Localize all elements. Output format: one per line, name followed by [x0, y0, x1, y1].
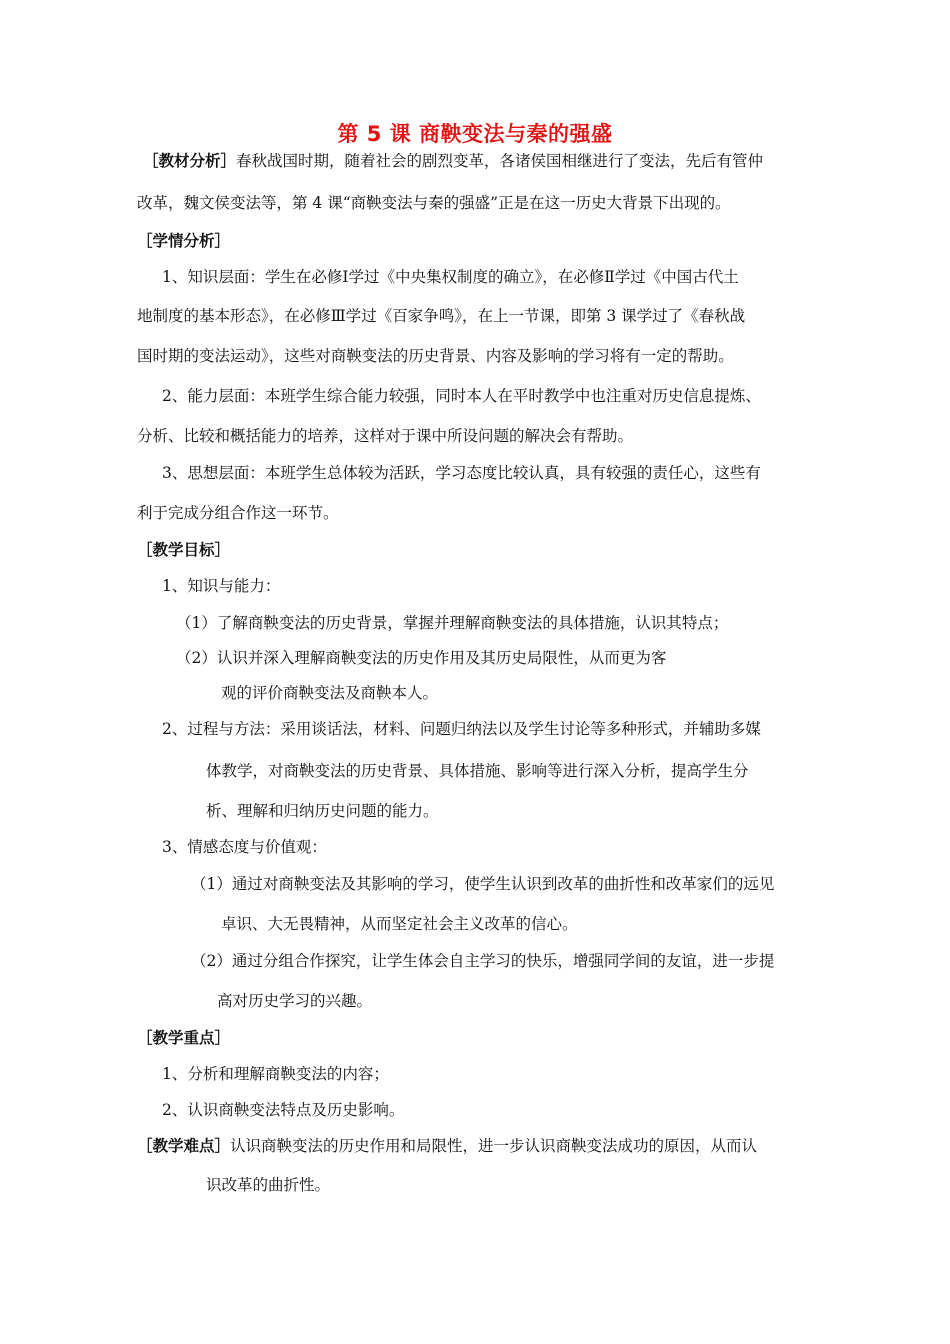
objective-knowledge-heading: 1、知识与能力：	[162, 577, 281, 595]
objectives-heading: ［教学目标］	[137, 540, 231, 559]
difficulties-heading: ［教学难点］	[137, 1136, 231, 1155]
objective-emotion-heading: 3、情感态度与价值观：	[162, 838, 327, 856]
objective-emotion-item-1-line-1: （1）通过对商鞅变法及其影响的学习，使学生认识到改革的曲折性和改革家们的远见	[191, 875, 775, 893]
difficulties-line-2: 识改革的曲折性。	[206, 1176, 331, 1194]
objective-knowledge-item-2-line-2: 观的评价商鞅变法及商鞅本人。	[221, 684, 439, 702]
objective-knowledge-item-1: （1）了解商鞅变法的历史背景，掌握并理解商鞅变法的具体措施，认识其特点；	[176, 614, 729, 632]
material-analysis-line-1	[143, 150, 763, 172]
objective-method-line-2: 体教学，对商鞅变法的历史背景、具体措施、影响等进行深入分析，提高学生分	[206, 762, 749, 780]
difficulties-text-1: 认识商鞅变法的历史作用和局限性，进一步认识商鞅变法成功的原因，从而认	[230, 1137, 758, 1155]
student-analysis-p1-line-2: 地制度的基本形态》，在必修Ⅲ学过《百家争鸣》，在上一节课，即第 3 课学过了《春秋战	[137, 307, 746, 325]
material-analysis-line-2: 改革，魏文侯变法等，第 4 课“商鞅变法与秦的强盛”正是在这一历史大背景下出现的。	[137, 194, 731, 212]
objective-knowledge-item-2-line-1: （2）认识并深入理解商鞅变法的历史作用及其历史局限性，从而更为客	[176, 649, 667, 667]
material-analysis-text-1: 春秋战国时期，随着社会的剧烈变革，各诸侯国相继进行了变法，先后有管仲	[236, 152, 764, 170]
student-analysis-p2-line-1: 2、能力层面：本班学生综合能力较强，同时本人在平时教学中也注重对历史信息提炼、	[162, 387, 761, 405]
lesson-title: 第 5 课 商鞅变法与秦的强盛	[337, 122, 613, 146]
material-analysis-heading: ［教材分析］	[143, 151, 237, 170]
objective-emotion-item-2-line-2: 高对历史学习的兴趣。	[217, 992, 373, 1010]
student-analysis-p3-line-1: 3、思想层面：本班学生总体较为活跃，学习态度比较认真，具有较强的责任心，这些有	[162, 464, 761, 482]
student-analysis-p2-line-2: 分析、比较和概括能力的培养，这样对于课中所设问题的解决会有帮助。	[137, 427, 634, 445]
student-analysis-p1-line-1: 1、知识层面：学生在必修Ⅰ学过《中央集权制度的确立》，在必修Ⅱ学过《中国古代土	[162, 268, 739, 286]
student-analysis-p3-line-2: 利于完成分组合作这一环节。	[137, 504, 339, 522]
objective-emotion-item-2-line-1: （2）通过分组合作探究，让学生体会自主学习的快乐，增强同学间的友谊，进一步提	[191, 952, 775, 970]
difficulties-line-1	[137, 1135, 757, 1157]
objective-method-line-1: 2、过程与方法：采用谈话法，材料、问题归纳法以及学生讨论等多种形式，并辅助多媒	[162, 720, 761, 738]
student-analysis-p1-line-3: 国时期的变法运动》，这些对商鞅变法的历史背景、内容及影响的学习将有一定的帮助。	[137, 347, 734, 365]
student-analysis-heading: ［学情分析］	[137, 231, 231, 250]
key-point-item-1: 1、分析和理解商鞅变法的内容；	[162, 1065, 389, 1083]
objective-method-line-3: 析、理解和归纳历史问题的能力。	[206, 802, 439, 820]
objective-emotion-item-1-line-2: 卓识、大无畏精神，从而坚定社会主义改革的信心。	[221, 915, 578, 933]
key-points-heading: ［教学重点］	[137, 1028, 231, 1047]
key-point-item-2: 2、认识商鞅变法特点及历史影响。	[162, 1101, 405, 1119]
